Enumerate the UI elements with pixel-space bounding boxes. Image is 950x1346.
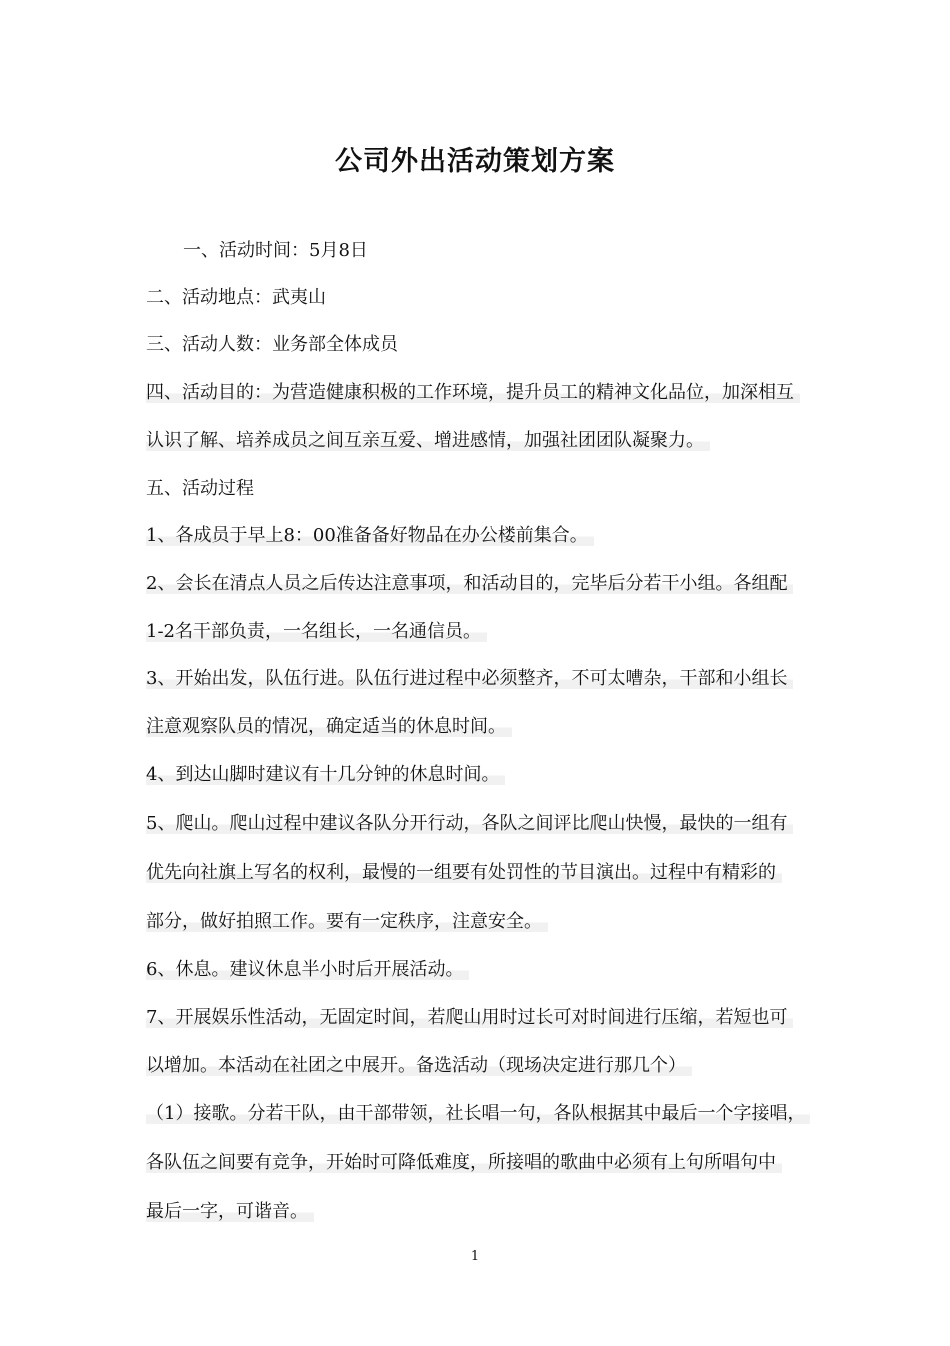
paragraph-line: 认识了解、培养成员之间互亲互爱、增进感情，加强社团团队凝聚力。 [146, 428, 810, 454]
paragraph-line: 6、休息。建议休息半小时后开展活动。 [146, 957, 810, 983]
paragraph-line: 四、活动目的：为营造健康积极的工作环境，提升员工的精神文化品位，加深相互 [146, 380, 810, 406]
paragraph-line: 五、活动过程 [146, 478, 254, 499]
page-number: 1 [470, 1249, 480, 1264]
paragraph-line: 1-2名干部负责，一名组长，一名通信员。 [146, 619, 810, 645]
paragraph-line: 优先向社旗上写名的权利，最慢的一组要有处罚性的节目演出。过程中有精彩的 [146, 860, 810, 886]
paragraph-line: 部分，做好拍照工作。要有一定秩序，注意安全。 [146, 909, 810, 935]
document-title: 公司外出活动策划方案 [335, 146, 615, 177]
paragraph-line: 3、开始出发，队伍行进。队伍行进过程中必须整齐，不可太嘈杂，干部和小组长 [146, 666, 810, 692]
paragraph-line: 7、开展娱乐性活动，无固定时间，若爬山用时过长可对时间进行压缩，若短也可 [146, 1005, 810, 1031]
paragraph-line: 4、到达山脚时建议有十几分钟的休息时间。 [146, 762, 810, 788]
paragraph-line: 最后一字，可谐音。 [146, 1199, 810, 1225]
paragraph-line: 一、活动时间：5月8日 [183, 240, 368, 261]
paragraph-line: 5、爬山。爬山过程中建议各队分开行动，各队之间评比爬山快慢，最快的一组有 [146, 811, 810, 837]
paragraph-line: 以增加。本活动在社团之中展开。备选活动（现场决定进行那几个） [146, 1053, 810, 1079]
paragraph-line: （1）接歌。分若干队，由干部带领，社长唱一句，各队根据其中最后一个字接唱， [146, 1101, 810, 1127]
paragraph-line: 1、各成员于早上8：00准备备好物品在办公楼前集合。 [146, 523, 810, 549]
paragraph-line: 二、活动地点：武夷山 [146, 287, 326, 308]
paragraph-line: 各队伍之间要有竞争，开始时可降低难度，所接唱的歌曲中必须有上句所唱句中 [146, 1150, 810, 1176]
paragraph-line: 2、会长在清点人员之后传达注意事项，和活动目的，完毕后分若干小组。各组配 [146, 571, 810, 597]
paragraph-line: 注意观察队员的情况，确定适当的休息时间。 [146, 714, 810, 740]
paragraph-line: 三、活动人数：业务部全体成员 [146, 334, 398, 355]
